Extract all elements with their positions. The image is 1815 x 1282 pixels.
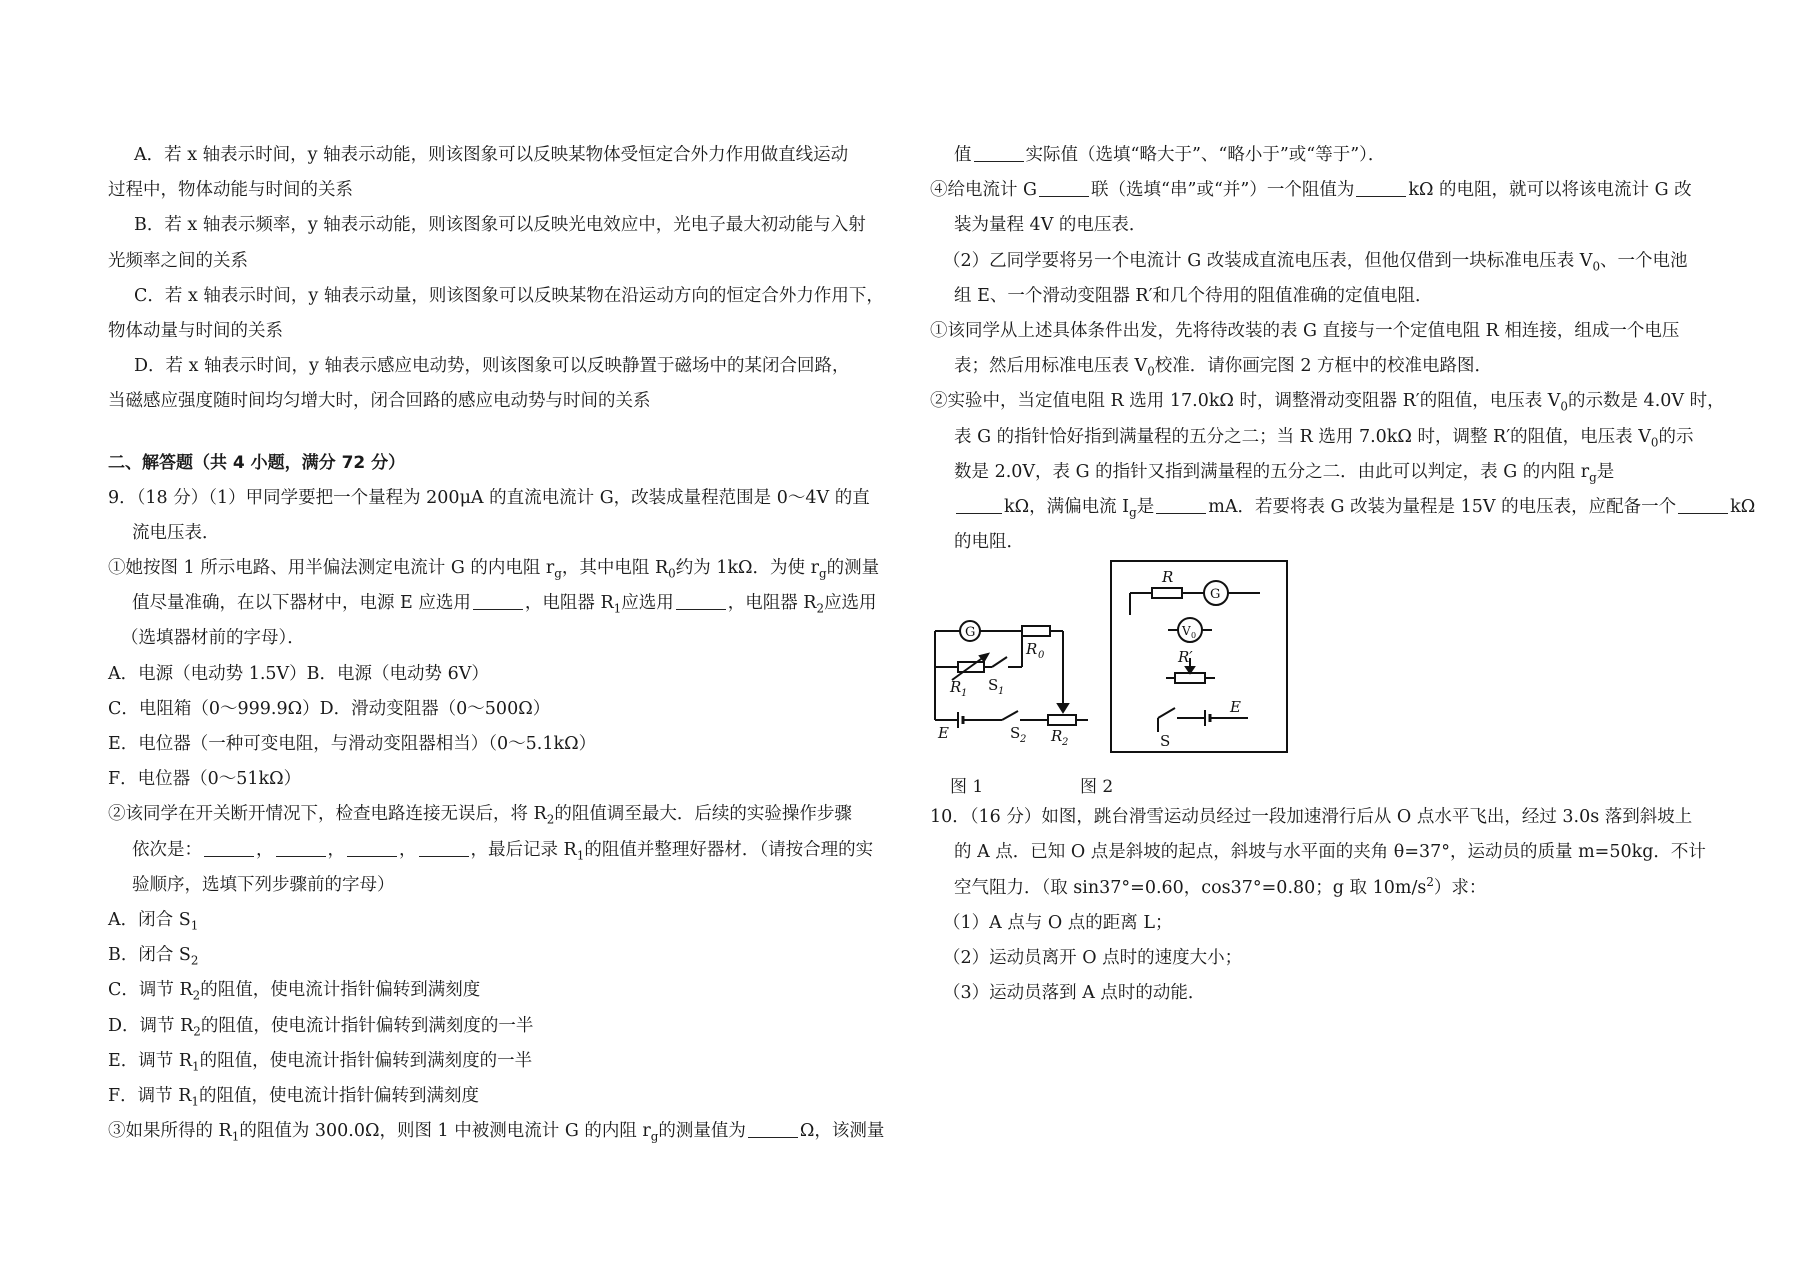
- step-b: B．闭合 $S_2$: [108, 945, 199, 968]
- q10-part-1: （1）A 点与 O 点的距离 L；: [943, 912, 1173, 933]
- fig1-R2: R: [1051, 727, 1063, 746]
- step2-line-1: ②该同学在开关断开情况下，检查电路连接无误后，将 $R_2$的阻值调至最大．后续的实验操作步骤: [108, 804, 852, 827]
- figure-2-box: [1110, 560, 1290, 755]
- option-f: F．电位器（0～51kΩ）: [108, 769, 302, 790]
- left-column: [108, 138, 913, 1149]
- answer-blank[interactable]: [748, 1119, 798, 1138]
- q9-line-1: 9．（18 分）（1）甲同学要把一个量程为 200μA 的直流电流计 G，改装成量程范围是 0～4V 的直: [108, 487, 870, 508]
- svg-text:2: 2: [1062, 737, 1069, 749]
- svg-text:0: 0: [1038, 650, 1045, 662]
- figure-1-circuit: [930, 620, 1095, 749]
- option-d-line-1: D．若 x 轴表示时间，y 轴表示感应电动势，则该图象可以反映静置于磁场中的某闭合回路，: [134, 356, 850, 377]
- part2-line-1: （2）乙同学要将另一个电流计 G 改装成直流电压表，但他仅借到一块标准电压表 $V_0$、一个电池: [943, 250, 1688, 274]
- q10-line-3: 空气阻力．（取 sin37°=0.60，cos37°=0.80；g 取 $10m/s^2$）求：: [954, 874, 1487, 898]
- answer-blank[interactable]: [1678, 495, 1728, 514]
- part2-line-2: 组 E、一个滑动变阻器 R′和几个待用的阻值准确的定值电阻．: [954, 285, 1433, 306]
- fig2-R: R: [1162, 568, 1174, 587]
- figure-1-caption: 图 1: [950, 777, 984, 798]
- q10-part-3: （3）运动员落到 A 点时的动能．: [943, 983, 1206, 1004]
- answer-blank[interactable]: [956, 495, 1002, 514]
- fig2-V0: V: [1182, 624, 1191, 639]
- svg-text:1: 1: [998, 686, 1005, 698]
- option-c-line-2: 物体动量与时间的关系: [108, 320, 283, 341]
- answer-blank[interactable]: [419, 837, 469, 856]
- part2-step2-line-4: kΩ，满偏电流 $I_g$是 mA．若要将表 G 改装为量程是 15V 的电压表，应配备一个 kΩ: [930, 490, 1730, 525]
- option-cd: C．电阻箱（0～999.9Ω）D．滑动变阻器（0～500Ω）: [108, 698, 551, 719]
- fig1-S1: S: [988, 676, 999, 695]
- figure-2-caption: 图 2: [1080, 777, 1114, 798]
- step3-line-1: ③如果所得的 $R_1$的阻值为 300.0Ω，则图 1 中被测电流计 G 的内阻 $r_g$的测量值为 Ω，该测量: [108, 1114, 913, 1149]
- fig2-Rprime: R′: [1178, 648, 1193, 667]
- part2-step1-line-1: ①该同学从上述具体条件出发，先将待改装的表 G 直接与一个定值电阻 R 相连接，组成一个电压: [930, 320, 1680, 341]
- svg-text:0: 0: [1191, 631, 1197, 641]
- step4-line-1: ④给电流计 G 联（选填“串”或“并”）一个阻值为 kΩ 的电阻，就可以将该电流计 G 改: [930, 173, 1730, 208]
- answer-blank[interactable]: [676, 591, 726, 610]
- answer-blank[interactable]: [1156, 495, 1206, 514]
- answer-blank[interactable]: [974, 143, 1024, 162]
- part2-step1-line-2: 表；然后用标准电压表 $V_0$校准．请你画完图 2 方框中的校准电路图．: [954, 356, 1493, 379]
- part2-step2-line-2: 表 G 的指针恰好指到满量程的五分之二；当 R 选用 7.0kΩ 时，调整 R′的阻值，电压表 $V_0$的示: [954, 426, 1694, 449]
- step2-line-3: 验顺序，选填下列步骤前的字母）: [132, 874, 395, 895]
- step-f: F．调节 $R_1$的阻值，使电流计指针偏转到满刻度: [108, 1085, 479, 1109]
- step2-line-2: 依次是： ， ， ， ，最后记录 $R_1$的阻值并整理好器材．（请按合理的实: [108, 833, 913, 868]
- q10-line-2: 的 A 点．已知 O 点是斜坡的起点，斜坡与水平面的夹角 θ=37°，运动员的质量 m=50kg．不计: [954, 842, 1706, 863]
- answer-blank[interactable]: [204, 837, 254, 856]
- option-c-line-1: C．若 x 轴表示时间，y 轴表示动量，则该图象可以反映某物在沿运动方向的恒定合外力作用下，: [134, 285, 884, 306]
- step-c: C．调节 $R_2$的阻值，使电流计指针偏转到满刻度: [108, 980, 481, 1003]
- svg-text:1: 1: [961, 688, 968, 700]
- right-column: [930, 138, 1756, 1011]
- fig2-S: S: [1160, 732, 1171, 751]
- answer-blank[interactable]: [347, 837, 397, 856]
- answer-blank[interactable]: [1039, 178, 1089, 197]
- option-ab: A．电源（电动势 1.5V）B．电源（电动势 6V）: [108, 663, 489, 684]
- option-b-line-1: B．若 x 轴表示频率，y 轴表示动能，则该图象可以反映光电效应中，光电子最大初动能与入射: [134, 215, 866, 236]
- option-a-line-2: 过程中，物体动能与时间的关系: [108, 180, 353, 201]
- q10-part-2: （2）运动员离开 O 点时的速度大小；: [943, 948, 1243, 968]
- fig1-G: G: [965, 625, 976, 641]
- figures-area: [930, 560, 1730, 800]
- step-e: E．调节 $R_1$的阻值，使电流计指针偏转到满刻度的一半: [108, 1050, 533, 1074]
- answer-blank[interactable]: [1356, 178, 1406, 197]
- svg-text:2: 2: [1020, 734, 1027, 746]
- part2-step2-line-3: 数是 2.0V，表 G 的指针又指到满量程的五分之二．由此可以判定，表 G 的内阻 $r_g$是: [954, 461, 1615, 485]
- fig2-G: G: [1210, 587, 1221, 603]
- fig1-S2: S: [1010, 724, 1021, 743]
- option-d-line-2: 当磁感应强度随时间均匀增大时，闭合回路的感应电动势与时间的关系: [108, 391, 651, 412]
- fig1-E: E: [938, 724, 949, 743]
- part2-step2-line-5: 的电阻．: [954, 532, 1024, 553]
- part2-step2-line-1: ②实验中，当定值电阻 R 选用 17.0kΩ 时，调整滑动变阻器 R′的阻值，电压表 $V_0$的示数是 4.0V 时，: [930, 391, 1725, 414]
- step3-line-2: 值 实际值（选填“略大于”、“略小于”或“等于”）．: [930, 138, 1730, 173]
- step1-line-2: 值尽量准确，在以下器材中，电源 E 应选用 ，电阻器 $R_1$应选用 ，电阻器 $R_2$应选用: [108, 586, 913, 621]
- q10-line-1: 10．（16 分）如图，跳台滑雪运动员经过一段加速滑行后从 O 点水平飞出，经过 3.0s 落到斜坡上: [930, 807, 1693, 828]
- answer-blank[interactable]: [473, 591, 523, 610]
- answer-blank[interactable]: [276, 837, 326, 856]
- fig1-R0: R: [1026, 640, 1038, 659]
- fig1-R1: R: [950, 678, 962, 697]
- step-a: A．闭合 $S_1$: [108, 909, 199, 933]
- step1-line-1: ①她按图 1 所示电路、用半偏法测定电流计 G 的内电阻 $r_g$，其中电阻 $R_0$约为 1kΩ．为使 $r_g$的测量: [108, 558, 880, 581]
- option-b-line-2: 光频率之间的关系: [108, 250, 248, 271]
- fig2-E: E: [1230, 698, 1241, 717]
- step1-line-3: （选填器材前的字母）．: [121, 628, 305, 649]
- option-a-line-1: A．若 x 轴表示时间，y 轴表示动能，则该图象可以反映某物体受恒定合外力作用做直线运动: [134, 145, 849, 165]
- option-e: E．电位器（一种可变电阻，与滑动变阻器相当）（0～5.1kΩ）: [108, 734, 597, 754]
- step4-line-2: 装为量程 4V 的电压表．: [954, 215, 1147, 236]
- section-heading: 二、解答题（共 4 小题，满分 72 分）: [108, 452, 406, 473]
- step-d: D．调节 $R_2$的阻值，使电流计指针偏转到满刻度的一半: [108, 1015, 534, 1038]
- q9-line-2: 流电压表．: [132, 522, 220, 543]
